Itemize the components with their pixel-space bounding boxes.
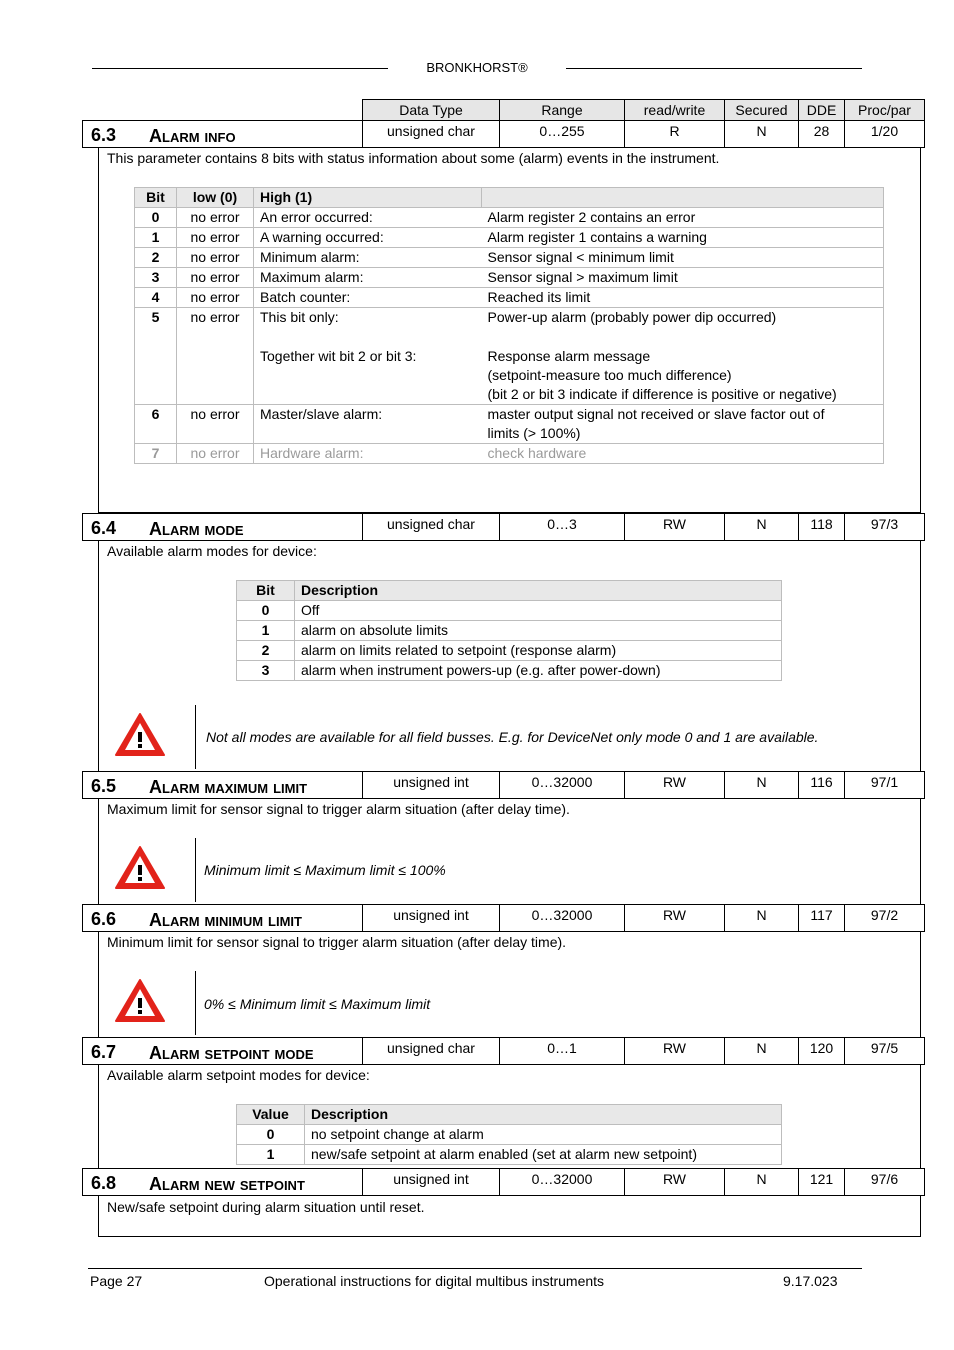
footer-title: Operational instructions for digital multibus instruments bbox=[264, 1273, 605, 1289]
value-proc-par: 97/1 bbox=[844, 771, 925, 799]
bit-cell: 3 bbox=[237, 661, 295, 681]
note-text: Not all modes are available for all field busses. E.g. for DeviceNet only mode 0 and 1 are available. bbox=[206, 729, 819, 745]
section-title-6-3 bbox=[82, 120, 363, 148]
desc-text: limits (> 100%) bbox=[487, 425, 581, 441]
section-description: Minimum limit for sensor signal to trigger alarm situation (after delay time). bbox=[107, 934, 567, 950]
desc-cell: Off bbox=[295, 601, 782, 621]
value-data-type: unsigned char bbox=[362, 1037, 500, 1065]
alarm-info-table bbox=[134, 187, 884, 464]
bit-cell: 5 bbox=[135, 308, 177, 405]
value-cell: 1 bbox=[237, 1145, 305, 1165]
low-cell: no error bbox=[177, 405, 254, 444]
high-text: Together wit bit 2 or bit 3: bbox=[260, 348, 417, 364]
desc-cell: alarm when instrument powers-up (e.g. after power-down) bbox=[295, 661, 782, 681]
section-description: This parameter contains 8 bits with status information about some (alarm) events in the instrument. bbox=[107, 150, 720, 166]
section-title-6-8 bbox=[82, 1168, 363, 1196]
desc-cell: Reached its limit bbox=[482, 288, 884, 308]
value-read-write: RW bbox=[624, 1168, 725, 1196]
low-cell: no error bbox=[177, 308, 254, 405]
section-name: Alarm mode bbox=[149, 519, 244, 539]
warning-icon bbox=[114, 978, 166, 1024]
section-title-6-5 bbox=[82, 771, 363, 799]
high-cell: A warning occurred: bbox=[254, 228, 482, 248]
value-range: 0…1 bbox=[499, 1037, 625, 1065]
high-cell: Hardware alarm: bbox=[254, 444, 482, 464]
high-cell: An error occurred: bbox=[254, 208, 482, 228]
bit-cell: 7 bbox=[135, 444, 177, 464]
note-text: Minimum limit ≤ Maximum limit ≤ 100% bbox=[204, 862, 446, 878]
col-header-dde: DDE bbox=[798, 99, 845, 121]
table-row bbox=[237, 601, 782, 621]
value-dde: 28 bbox=[798, 120, 845, 148]
value-range: 0…32000 bbox=[499, 904, 625, 932]
table-row bbox=[237, 1125, 782, 1145]
section-name: Alarm minimum limit bbox=[149, 910, 302, 930]
table-row bbox=[237, 661, 782, 681]
section-description: Available alarm setpoint modes for device: bbox=[107, 1067, 370, 1083]
desc-cell: alarm on absolute limits bbox=[295, 621, 782, 641]
low-cell: no error bbox=[177, 208, 254, 228]
desc-cell: Alarm register 1 contains a warning bbox=[482, 228, 884, 248]
col-header-read-write: read/write bbox=[624, 99, 725, 121]
desc-text: Response alarm message bbox=[487, 348, 651, 364]
value-dde: 118 bbox=[798, 513, 845, 541]
desc-cell: check hardware bbox=[482, 444, 884, 464]
value-data-type: unsigned char bbox=[362, 513, 500, 541]
table-row bbox=[135, 405, 884, 444]
section-name: Alarm new setpoint bbox=[149, 1174, 305, 1194]
bit-cell: 6 bbox=[135, 405, 177, 444]
high-cell: Batch counter: bbox=[254, 288, 482, 308]
bit-cell: 0 bbox=[135, 208, 177, 228]
section-name: Alarm maximum limit bbox=[149, 777, 308, 797]
table-header: High (1) bbox=[254, 188, 482, 208]
bit-cell: 1 bbox=[237, 621, 295, 641]
value-data-type: unsigned int bbox=[362, 904, 500, 932]
desc-text: Power-up alarm (probably power dip occurred) bbox=[487, 309, 777, 325]
value-data-type: unsigned char bbox=[362, 120, 500, 148]
section-number: 6.6 bbox=[91, 909, 117, 929]
table-header: Bit bbox=[237, 581, 295, 601]
section-name: Alarm setpoint mode bbox=[149, 1043, 314, 1063]
table-header: Description bbox=[295, 581, 782, 601]
value-read-write: R bbox=[624, 120, 725, 148]
desc-text: master output signal not received or slave factor out of bbox=[487, 406, 825, 422]
desc-cell: alarm on limits related to setpoint (response alarm) bbox=[295, 641, 782, 661]
section-title-6-6 bbox=[82, 904, 363, 932]
value-proc-par: 1/20 bbox=[844, 120, 925, 148]
value-secured: N bbox=[724, 1168, 799, 1196]
high-cell: Minimum alarm: bbox=[254, 248, 482, 268]
value-data-type: unsigned int bbox=[362, 771, 500, 799]
table-header-blank bbox=[482, 188, 884, 208]
value-proc-par: 97/2 bbox=[844, 904, 925, 932]
high-cell: Master/slave alarm: bbox=[254, 405, 482, 444]
warning-icon bbox=[114, 712, 166, 758]
col-header-proc-par: Proc/par bbox=[844, 99, 925, 121]
table-header: Bit bbox=[135, 188, 177, 208]
value-proc-par: 97/6 bbox=[844, 1168, 925, 1196]
bit-cell: 4 bbox=[135, 288, 177, 308]
table-row bbox=[135, 308, 884, 405]
low-cell: no error bbox=[177, 444, 254, 464]
table-row bbox=[135, 248, 884, 268]
value-dde: 121 bbox=[798, 1168, 845, 1196]
desc-cell bbox=[482, 405, 884, 444]
table-row bbox=[135, 444, 884, 464]
value-read-write: RW bbox=[624, 513, 725, 541]
value-range: 0…32000 bbox=[499, 1168, 625, 1196]
setpoint-mode-table bbox=[236, 1104, 782, 1165]
desc-cell: Alarm register 2 contains an error bbox=[482, 208, 884, 228]
bit-cell: 0 bbox=[237, 601, 295, 621]
desc-cell: no setpoint change at alarm bbox=[305, 1125, 782, 1145]
footer-doc-number: 9.17.023 bbox=[783, 1273, 838, 1289]
value-dde: 116 bbox=[798, 771, 845, 799]
note-separator bbox=[195, 705, 196, 769]
note-text: 0% ≤ Minimum limit ≤ Maximum limit bbox=[204, 996, 431, 1012]
value-dde: 117 bbox=[798, 904, 845, 932]
bit-cell: 3 bbox=[135, 268, 177, 288]
alarm-mode-table bbox=[236, 580, 782, 681]
table-row bbox=[237, 1145, 782, 1165]
high-cell bbox=[254, 308, 482, 405]
footer-page-number: Page 27 bbox=[90, 1273, 143, 1289]
low-cell: no error bbox=[177, 248, 254, 268]
section-description: New/safe setpoint during alarm situation until reset. bbox=[107, 1199, 425, 1215]
low-cell: no error bbox=[177, 288, 254, 308]
section-title-6-4 bbox=[82, 513, 363, 541]
note-separator bbox=[195, 838, 196, 902]
value-range: 0…3 bbox=[499, 513, 625, 541]
table-header: Value bbox=[237, 1105, 305, 1125]
header-rule-right bbox=[566, 68, 862, 69]
value-secured: N bbox=[724, 771, 799, 799]
col-header-data-type: Data Type bbox=[362, 99, 500, 121]
header-brand: BRONKHORST® bbox=[426, 60, 528, 75]
value-range: 0…255 bbox=[499, 120, 625, 148]
table-header: low (0) bbox=[177, 188, 254, 208]
value-secured: N bbox=[724, 904, 799, 932]
value-secured: N bbox=[724, 513, 799, 541]
section-number: 6.4 bbox=[91, 518, 117, 538]
desc-text: (setpoint-measure too much difference) bbox=[487, 367, 732, 383]
desc-cell: Sensor signal < minimum limit bbox=[482, 248, 884, 268]
section-number: 6.7 bbox=[91, 1042, 117, 1062]
desc-text: (bit 2 or bit 3 indicate if difference is positive or negative) bbox=[487, 386, 837, 402]
value-cell: 0 bbox=[237, 1125, 305, 1145]
low-cell: no error bbox=[177, 268, 254, 288]
value-data-type: unsigned int bbox=[362, 1168, 500, 1196]
high-text: This bit only: bbox=[260, 309, 339, 325]
col-header-secured: Secured bbox=[724, 99, 799, 121]
section-title-6-7 bbox=[82, 1037, 363, 1065]
value-secured: N bbox=[724, 1037, 799, 1065]
desc-cell: Sensor signal > maximum limit bbox=[482, 268, 884, 288]
value-range: 0…32000 bbox=[499, 771, 625, 799]
warning-icon bbox=[114, 845, 166, 891]
table-row bbox=[237, 621, 782, 641]
table-row bbox=[135, 268, 884, 288]
section-number: 6.5 bbox=[91, 776, 117, 796]
value-proc-par: 97/3 bbox=[844, 513, 925, 541]
table-header: Description bbox=[305, 1105, 782, 1125]
value-dde: 120 bbox=[798, 1037, 845, 1065]
low-cell: no error bbox=[177, 228, 254, 248]
desc-cell: new/safe setpoint at alarm enabled (set at alarm new setpoint) bbox=[305, 1145, 782, 1165]
section-description: Available alarm modes for device: bbox=[107, 543, 317, 559]
note-separator bbox=[195, 971, 196, 1035]
desc-cell bbox=[482, 308, 884, 405]
col-header-range: Range bbox=[499, 99, 625, 121]
high-cell: Maximum alarm: bbox=[254, 268, 482, 288]
section-number: 6.8 bbox=[91, 1173, 117, 1193]
value-secured: N bbox=[724, 120, 799, 148]
value-read-write: RW bbox=[624, 904, 725, 932]
bit-cell: 2 bbox=[237, 641, 295, 661]
bit-cell: 2 bbox=[135, 248, 177, 268]
table-row bbox=[237, 641, 782, 661]
value-read-write: RW bbox=[624, 771, 725, 799]
section-description: Maximum limit for sensor signal to trigger alarm situation (after delay time). bbox=[107, 801, 570, 817]
table-row bbox=[135, 228, 884, 248]
table-row bbox=[135, 208, 884, 228]
value-proc-par: 97/5 bbox=[844, 1037, 925, 1065]
bit-cell: 1 bbox=[135, 228, 177, 248]
value-read-write: RW bbox=[624, 1037, 725, 1065]
footer-rule bbox=[88, 1268, 862, 1269]
section-number: 6.3 bbox=[91, 125, 117, 145]
table-row bbox=[135, 288, 884, 308]
section-name: Alarm info bbox=[149, 126, 236, 146]
